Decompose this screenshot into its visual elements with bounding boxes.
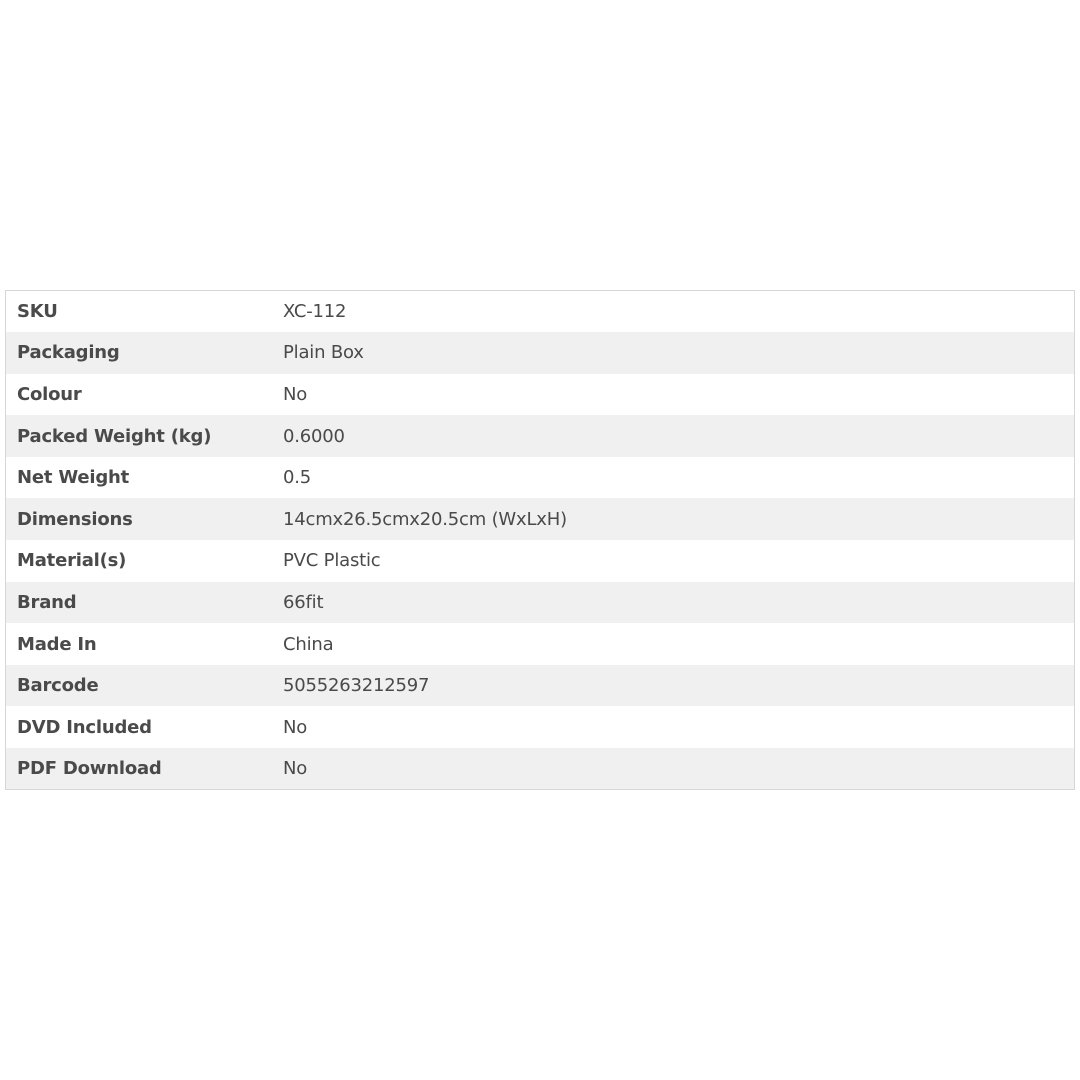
spec-label: Packed Weight (kg) bbox=[17, 425, 212, 447]
spec-label: PDF Download bbox=[17, 758, 162, 780]
spec-label: Net Weight bbox=[17, 467, 130, 489]
spec-row-net-weight bbox=[6, 457, 1075, 499]
spec-label: Made In bbox=[17, 633, 97, 655]
spec-row-dvd-included bbox=[6, 706, 1075, 748]
spec-row-packaging bbox=[6, 332, 1075, 374]
spec-label: Packaging bbox=[17, 342, 120, 364]
spec-label: Brand bbox=[17, 591, 77, 613]
spec-value: XC-112 bbox=[283, 301, 347, 323]
spec-value: 5055263212597 bbox=[283, 675, 430, 697]
spec-label: DVD Included bbox=[17, 716, 152, 738]
spec-row-materials bbox=[6, 540, 1075, 582]
spec-label: Barcode bbox=[17, 675, 99, 697]
spec-row-pdf-download bbox=[6, 748, 1075, 790]
spec-label: SKU bbox=[17, 301, 58, 323]
spec-value: 14cmx26.5cmx20.5cm (WxLxH) bbox=[283, 508, 567, 530]
spec-value: 0.6000 bbox=[283, 425, 345, 447]
spec-label: Dimensions bbox=[17, 508, 133, 530]
spec-row-sku bbox=[6, 291, 1075, 333]
spec-value: PVC Plastic bbox=[283, 550, 381, 572]
spec-label: Colour bbox=[17, 383, 82, 405]
spec-value: Plain Box bbox=[283, 342, 364, 364]
spec-row-dimensions bbox=[6, 498, 1075, 540]
spec-row-made-in bbox=[6, 623, 1075, 665]
spec-label: Material(s) bbox=[17, 550, 127, 572]
spec-value: No bbox=[283, 383, 308, 405]
spec-row-colour bbox=[6, 374, 1075, 416]
spec-value: 66fit bbox=[283, 591, 324, 613]
spec-value: 0.5 bbox=[283, 467, 312, 489]
spec-value: China bbox=[283, 633, 334, 655]
spec-row-packed-weight bbox=[6, 415, 1075, 457]
spec-row-brand bbox=[6, 582, 1075, 624]
spec-row-barcode bbox=[6, 665, 1075, 707]
spec-value: No bbox=[283, 716, 308, 738]
spec-value: No bbox=[283, 758, 308, 780]
specifications-table bbox=[5, 290, 1075, 790]
